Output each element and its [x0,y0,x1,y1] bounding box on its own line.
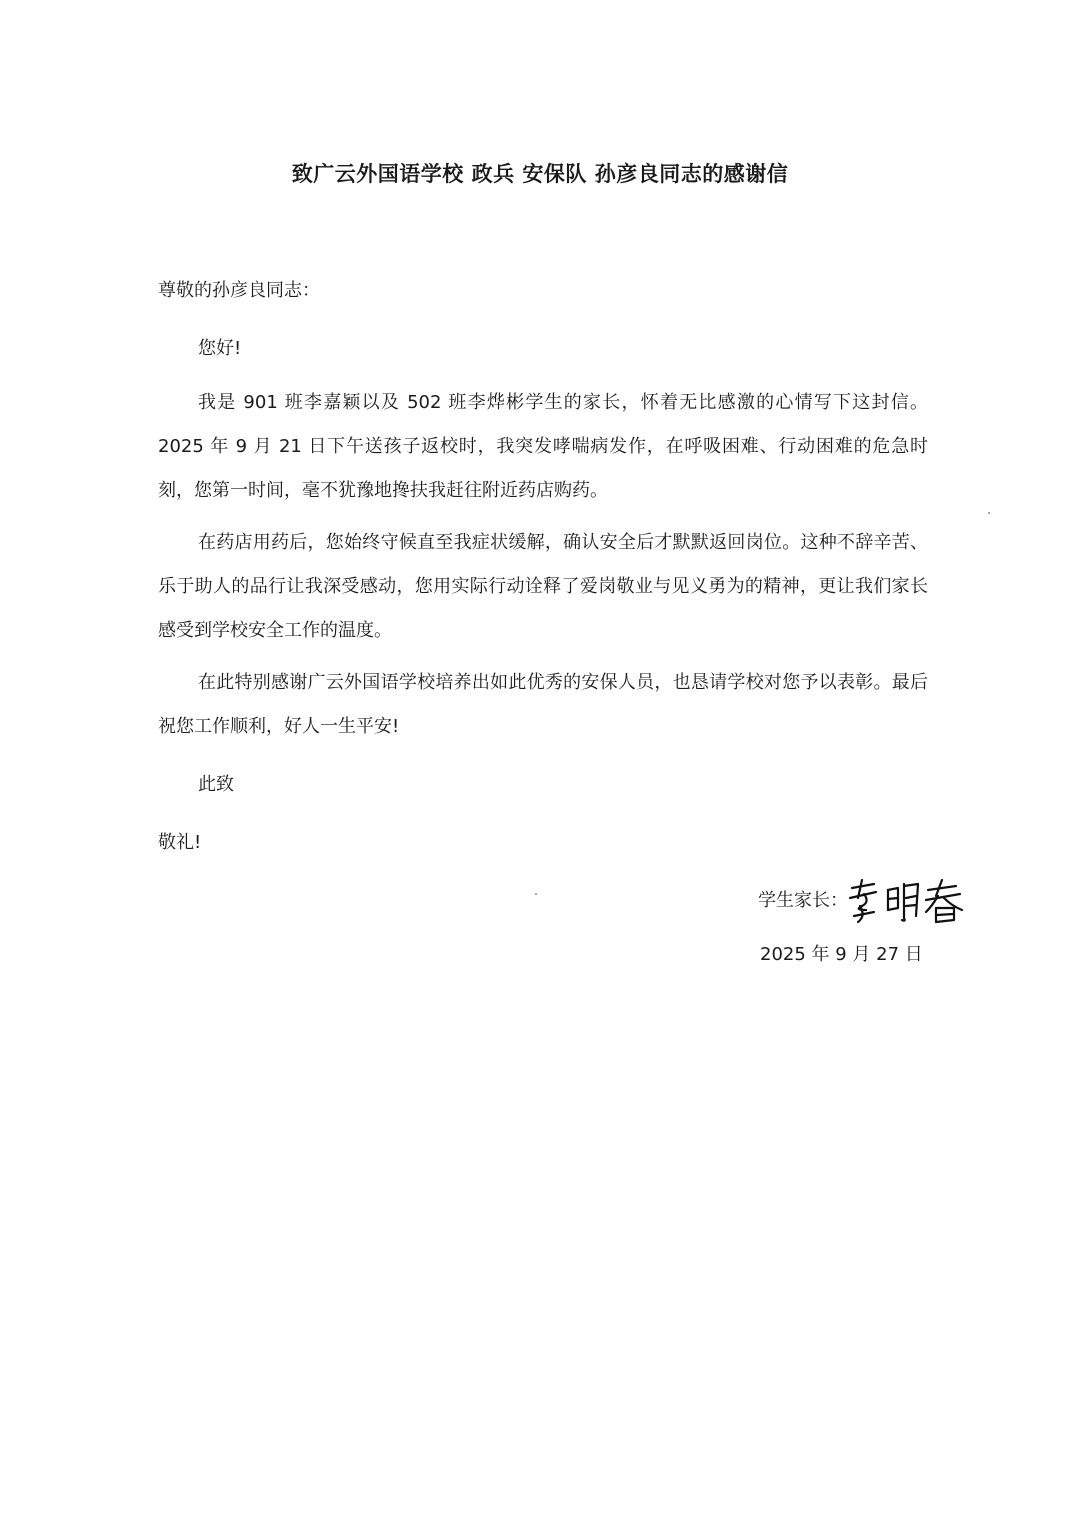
closing-line-1: 此致 [198,774,234,795]
scan-speck [988,512,990,514]
signer-label: 学生家长： [758,890,848,911]
scan-speck [535,893,537,895]
letter-date: 2025 年 9 月 27 日 [760,944,923,965]
greeting: 您好! [198,338,242,359]
handwritten-signature [844,876,970,926]
salutation: 尊敬的孙彦良同志： [158,280,320,301]
letter-title: 致广云外国语学校 政兵 安保队 孙彦良同志的感谢信 [291,162,789,186]
body-paragraph-3: 在此特别感谢广云外国语学校培养出如此优秀的安保人员，也恳请学校对您予以表彰。最后祝您工作顺利，好人一生平安! [158,672,928,737]
signature-block [758,876,998,926]
body-paragraph-2: 在药店用药后，您始终守候直至我症状缓解，确认安全后才默默返回岗位。这种不辞辛苦、乐于助人的品行让我深受感动，您用实际行动诠释了爱岗敬业与见义勇为的精神，更让我们家长感受到学校安全工作的温度。 [158,532,928,641]
body-paragraph-1: 我是 901 班李嘉颖以及 502 班李烨彬学生的家长，怀着无比感激的心情写下这封信。2025 年 9 月 21 日下午送孩子返校时，我突发哮喘病发作，在呼吸困难、行动困难的危急时刻，您第一时间，毫不犹豫地搀扶我赶往附近药店购药。 [158,392,928,501]
closing-line-2: 敬礼! [158,832,202,853]
